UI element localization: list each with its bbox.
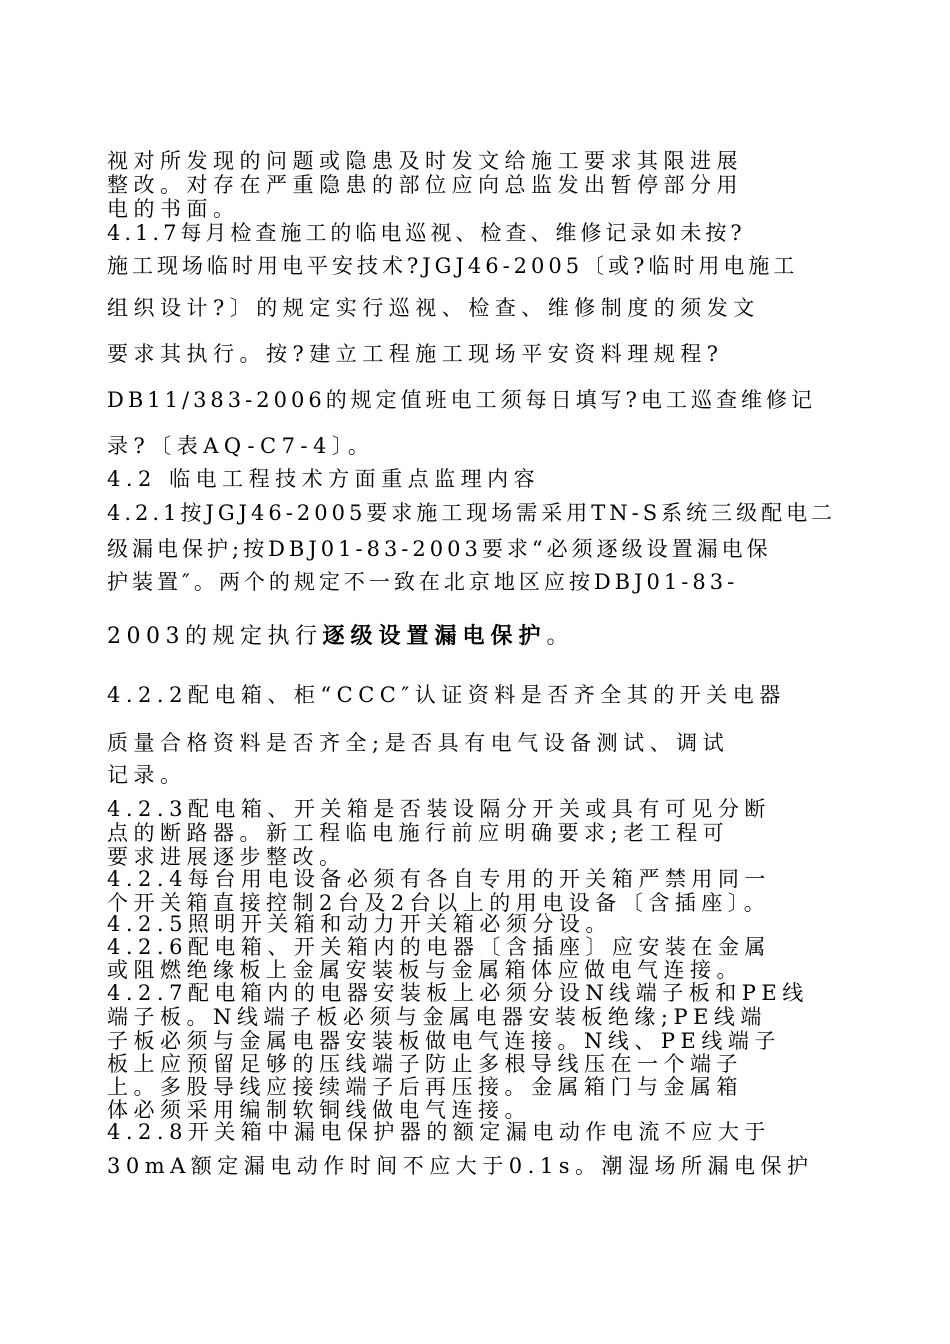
- text-line: 4.2.5照明开关箱和动力开关箱必须分设。: [107, 912, 612, 936]
- text-run: 。: [546, 624, 575, 649]
- text-line: 板上应预留足够的压线端子防止多根导线压在一个端子: [107, 1052, 743, 1076]
- text-line: 质量合格资料是否齐全;是否具有电气设备测试、调试: [107, 731, 730, 755]
- text-line: 记录。: [107, 763, 187, 787]
- text-line: 4.2.6配电箱、开关箱内的电器〔含插座〕应安装在金属: [107, 935, 771, 959]
- text-line: 上。多股导线应接续端子后再压接。金属箱门与金属箱: [107, 1075, 743, 1099]
- text-run: 2003的规定执行: [107, 624, 323, 649]
- text-line: 点的断路器。新工程临电施行前应明确要求;老工程可: [107, 821, 730, 845]
- text-line: 要求进展逐步整改。: [107, 845, 346, 869]
- text-line: 4.2.4每台用电设备必须有各自专用的开关箱严禁用同一: [107, 867, 771, 891]
- text-line: 4.2.8开关箱中漏电保护器的额定漏电动作电流不应大于: [107, 1120, 771, 1144]
- text-line: 体必须采用编制软铜线做电气连接。: [107, 1098, 531, 1122]
- text-line-emphasis: [107, 624, 837, 649]
- text-line: 4.2.3配电箱、开关箱是否装设隔分开关或具有可见分断: [107, 797, 771, 821]
- section-heading: 4.2 临电工程技术方面重点监理内容: [107, 467, 541, 491]
- text-line: 要求其执行。按?建立工程施工现场平安资料理规程?: [107, 342, 724, 366]
- text-line: 施工现场临时用电平安技术?JGJ46-2005〔或?临时用电施工: [107, 254, 799, 278]
- text-line: 个开关箱直接控制2台及2台以上的用电设备〔含插座〕。: [107, 891, 771, 915]
- text-line: 级漏电保护;按DBJ01-83-2003要求“必须逐级设置漏电保: [107, 537, 772, 561]
- text-line: 组织设计?〕的规定实行巡视、检查、维修制度的须发文: [107, 296, 760, 320]
- text-line: 电的书面。: [107, 197, 240, 221]
- text-line: 护装置″。两个的规定不一致在北京地区应按DBJ01-83-: [107, 570, 739, 594]
- text-line: 录?〔表AQ-C7-4〕。: [107, 434, 375, 458]
- text-line: 30mA额定漏电动作时间不应大于0.1s。潮湿场所漏电保护: [107, 1154, 814, 1178]
- bold-emphasis: 逐级设置漏电保护: [322, 623, 547, 649]
- text-line: 端子板。N线端子板必须与金属电器安装板绝缘;PE线端: [107, 1005, 767, 1029]
- text-line: 4.2.7配电箱内的电器安装板上必须分设N线端子板和PE线: [107, 981, 809, 1005]
- text-line: 整改。对存在严重隐患的部位应向总监发出暂停部分用: [107, 173, 743, 197]
- text-line: 视对所发现的问题或隐患及时发文给施工要求其限进展: [107, 149, 743, 173]
- text-line: 4.1.7每月检查施工的临电巡视、检查、维修记录如未按?: [107, 221, 746, 245]
- text-line: 子板必须与金属电器安装板做电气连接。N线、PE线端子: [107, 1029, 781, 1053]
- text-line: 或阻燃绝缘板上金属安装板与金属箱体应做电气连接。: [107, 958, 743, 982]
- text-line: 4.2.2配电箱、柜“CCC″认证资料是否齐全其的开关电器: [107, 683, 786, 707]
- text-line: DB11/383-2006的规定值班电工须每日填写?电工巡查维修记: [107, 388, 816, 412]
- text-line: 4.2.1按JGJ46-2005要求施工现场需采用TN-S系统三级配电二: [107, 501, 837, 525]
